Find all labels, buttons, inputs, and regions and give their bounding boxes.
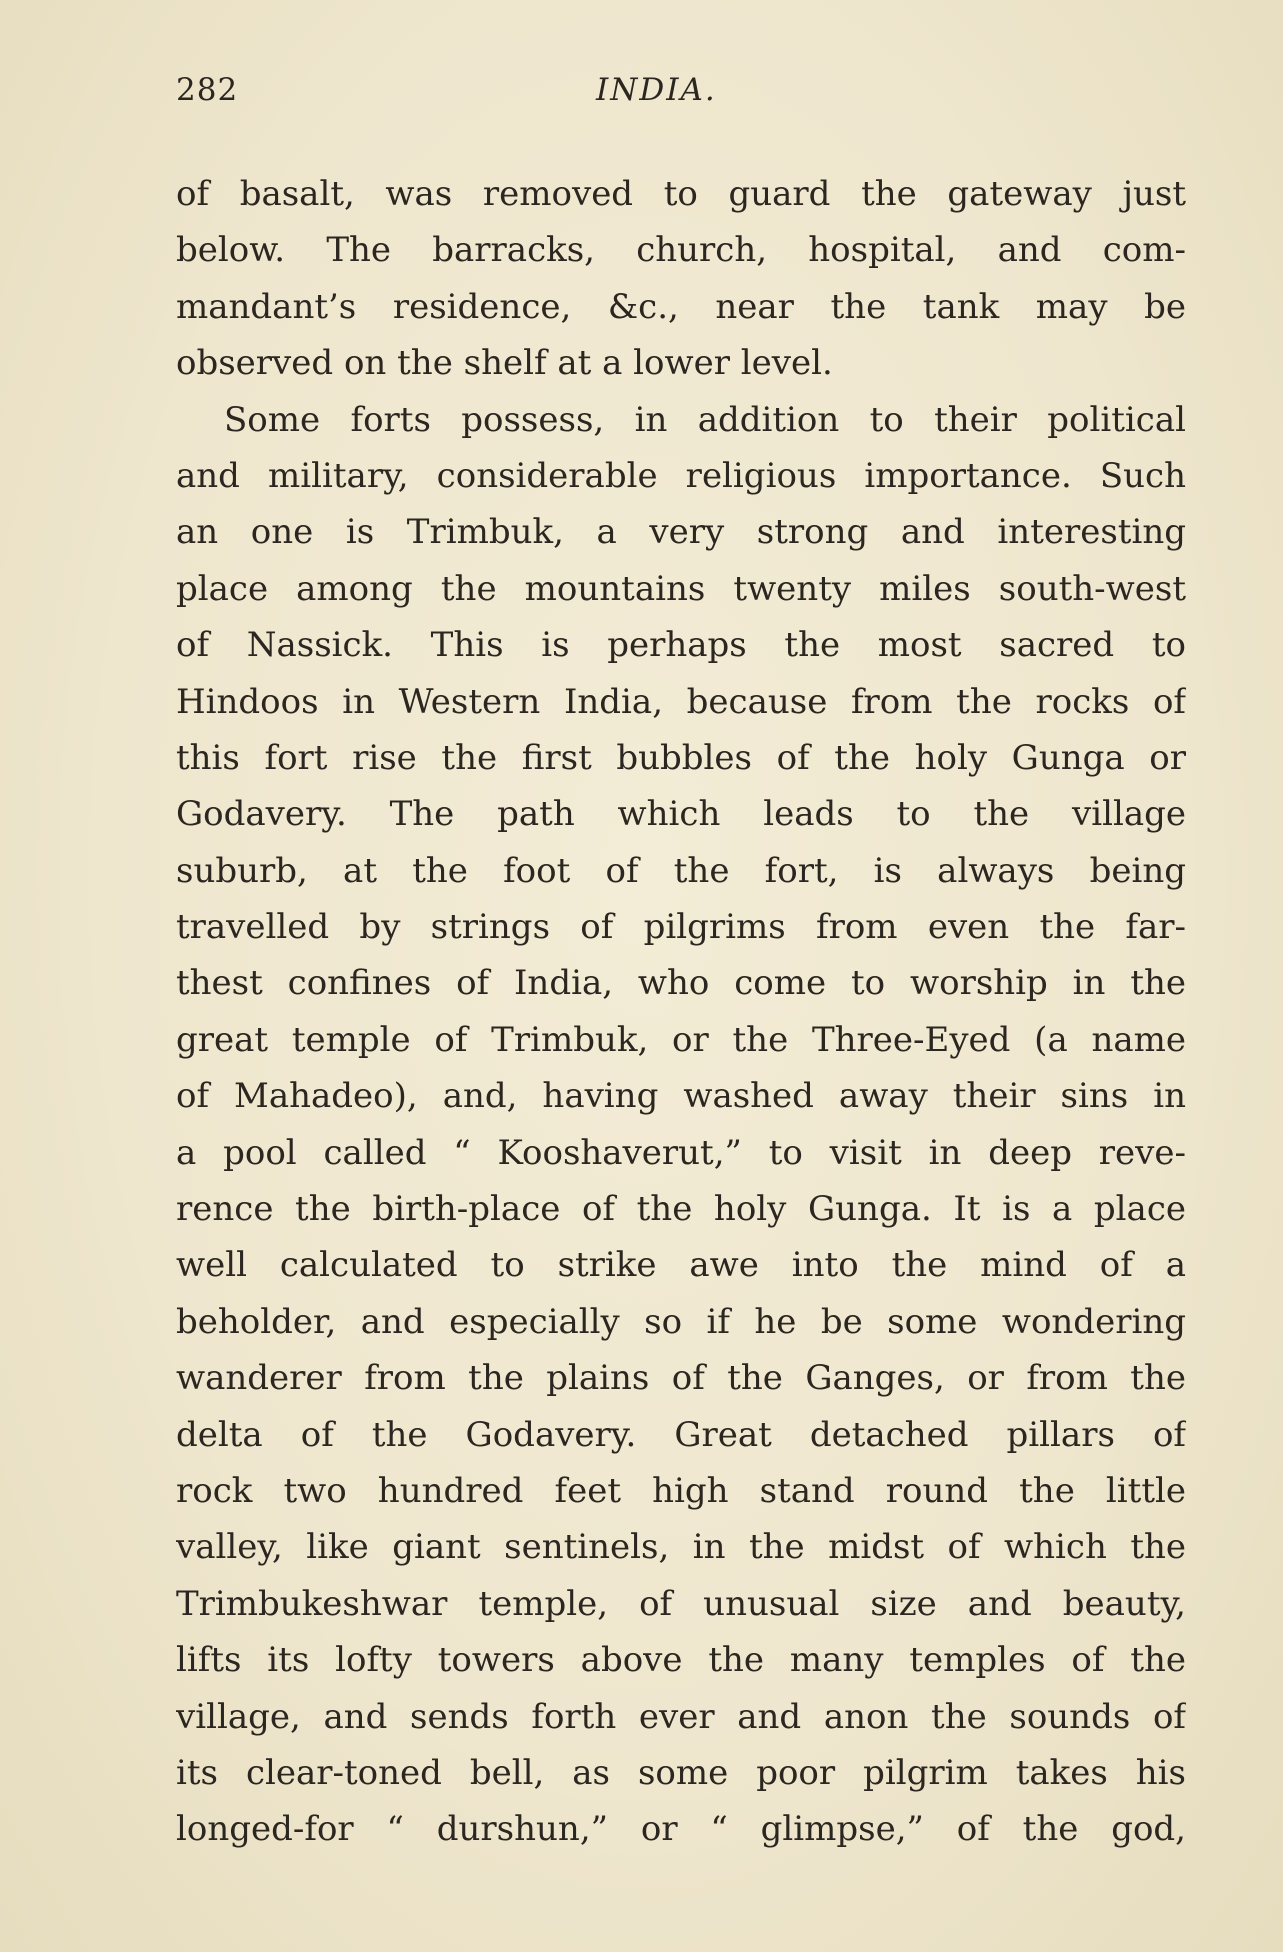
running-title: INDIA. [596, 72, 717, 108]
text-line: village, and sends forth ever and anon the sounds of [176, 1696, 1186, 1737]
text-line: Trimbukeshwar temple, of unusual size and beauty, [176, 1583, 1186, 1624]
body-text [176, 166, 1186, 1858]
text-line: delta of the Godavery. Great detached pillars of [176, 1414, 1186, 1455]
text-line: and military, considerable religious importance. Such [176, 455, 1186, 496]
text-line: below. The barracks, church, hospital, and com- [176, 230, 1186, 271]
page-number: 282 [176, 72, 239, 108]
text-line: of Nassick. This is perhaps the most sacred to [176, 625, 1186, 666]
text-line: mandant’s residence, &c., near the tank may be [176, 286, 1186, 327]
text-line: well calculated to strike awe into the mind of a [176, 1245, 1186, 1286]
text-line: rence the birth-place of the holy Gunga. It is a place [176, 1189, 1186, 1230]
text-line: great temple of Trimbuk, or the Three-Eyed (a name [176, 1019, 1186, 1060]
text-line: its clear-toned bell, as some poor pilgrim takes his [176, 1752, 1186, 1793]
text-line: travelled by strings of pilgrims from even the far- [176, 907, 1186, 948]
text-line: place among the mountains twenty miles south-west [176, 568, 1186, 609]
text-line: a pool called “ Kooshaverut,” to visit in deep reve- [176, 1132, 1186, 1173]
text-line: lifts its lofty towers above the many temples of the [176, 1640, 1186, 1681]
text-line: of basalt, was removed to guard the gateway just [176, 174, 1186, 214]
text-line: longed-for “ durshun,” or “ glimpse,” of the god, [176, 1809, 1186, 1850]
text-line: beholder, and especially so if he be some wondering [176, 1301, 1186, 1342]
text-line: this fort rise the first bubbles of the holy Gunga or [176, 737, 1186, 778]
text-line: observed on the shelf at a lower level. [176, 343, 833, 384]
text-line: Some forts possess, in addition to their political [224, 399, 1186, 440]
text-line: suburb, at the foot of the fort, is always being [176, 850, 1186, 891]
text-line: rock two hundred feet high stand round the little [176, 1470, 1186, 1511]
text-line: valley, like giant sentinels, in the midst of which the [176, 1527, 1186, 1568]
text-line: wanderer from the plains of the Ganges, or from the [176, 1358, 1186, 1399]
text-line: thest confines of India, who come to worship in the [176, 963, 1186, 1004]
text-line: Godavery. The path which leads to the village [176, 794, 1186, 835]
text-line: an one is Trimbuk, a very strong and interesting [176, 512, 1186, 553]
text-line: of Mahadeo), and, having washed away their sins in [176, 1076, 1186, 1117]
running-head [176, 72, 1046, 116]
text-line: Hindoos in Western India, because from the rocks of [176, 681, 1186, 722]
